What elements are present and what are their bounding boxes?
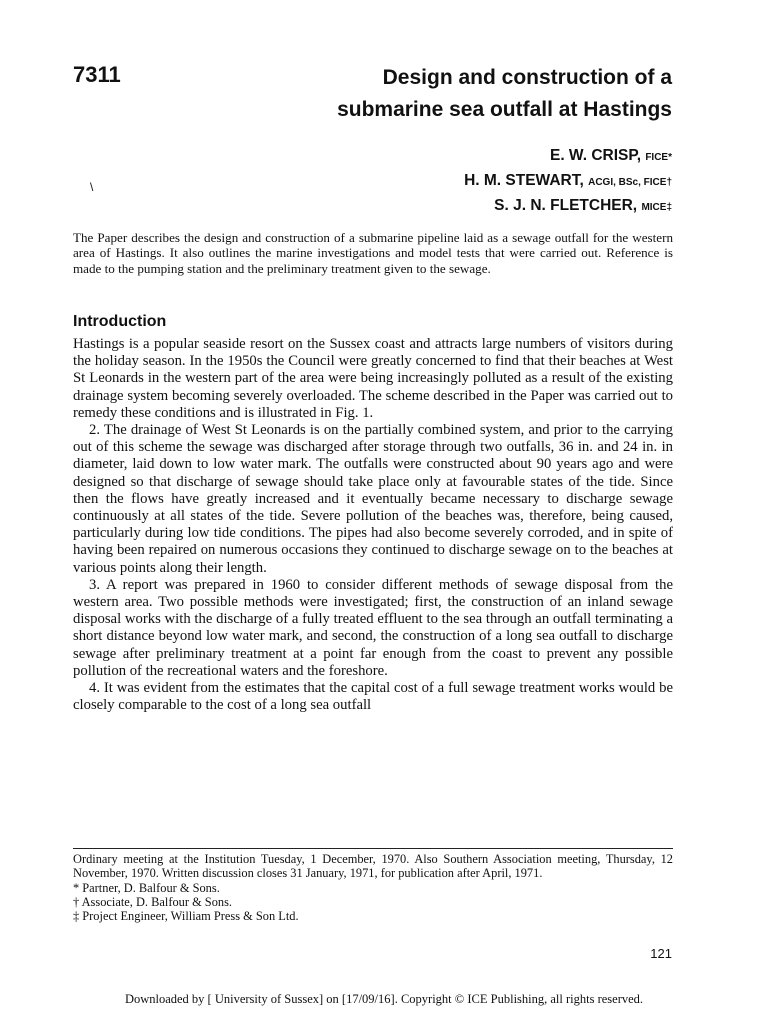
author-name: H. M. STEWART, xyxy=(464,172,584,189)
page-number: 121 xyxy=(650,946,672,961)
body-text xyxy=(73,336,673,714)
paper-number: 7311 xyxy=(73,62,121,87)
author-credentials: MICE‡ xyxy=(641,202,672,213)
footnote-author-2: † Associate, D. Balfour & Sons. xyxy=(73,894,233,909)
author-credentials: FICE* xyxy=(645,152,672,163)
author-list xyxy=(300,144,672,219)
author-name: E. W. CRISP, xyxy=(549,147,642,164)
author-1 xyxy=(300,144,672,169)
author-3 xyxy=(300,194,672,219)
footnote-author-1: * Partner, D. Balfour & Sons. xyxy=(73,880,220,895)
author-2 xyxy=(300,169,672,194)
author-name: S. J. N. FLETCHER, xyxy=(494,197,638,214)
section-heading: Introduction xyxy=(73,313,167,330)
title-line-2: submarine sea outfall at Hastings xyxy=(337,98,672,121)
footnote-author-3: ‡ Project Engineer, William Press & Son Ltd. xyxy=(73,909,299,924)
paragraph-2: 2. The drainage of West St Leonards is on the partially combined system, and prior to the carrying out of this scheme the sewage was discharged after storage through two outfalls, 36 in. and 24 in. in diameter, laid down to low water mark. The outfalls were constructed about 90 years ago and were designed so that discharge of sewage should take place only at favourable states of the tide. Since then the flows have greatly increased and it eventually became necessary to discharge sewage continuously at all states of the tide. Severe pollution of the beaches was, therefore, being caused, particularly during low tide conditions. The pipes had also become severely corroded, and in spite of having been repaired on numerous occasions they continued to discharge sewage on to the beaches at various points along their length. xyxy=(73,422,673,576)
download-note: Downloaded by [ University of Sussex] on [17/09/16]. Copyright © ICE Publishing, all rights reserved. xyxy=(124,992,644,1006)
paragraph-3: 3. A report was prepared in 1960 to consider different methods of sewage disposal from the western area. Two possible methods were investigated; first, the construction of an inland sewage disposal works with the discharge of a fully treated effluent to the sea through an outfall terminating a short distance beyond low water mark, and second, the construction of a long sea outfall to discharge sewage after preliminary treatment at a point far enough from the coast to prevent any possible pollution of the recreational waters and the foreshore. xyxy=(73,576,673,679)
footnotes xyxy=(73,852,673,923)
title-line-1: Design and construction of a xyxy=(382,66,672,89)
footnote-divider xyxy=(73,848,673,849)
abstract: The Paper describes the design and construction of a submarine pipeline laid as a sewage outfall for the western area of Hastings. It also outlines the marine investigations and model tests that were carried out. Reference is made to the pumping station and the preliminary treatment given to the sewage. xyxy=(73,230,673,276)
stray-mark: \ xyxy=(90,180,94,194)
author-credentials: ACGI, BSc, FICE† xyxy=(588,177,672,188)
footnote-meeting: Ordinary meeting at the Institution Tuesday, 1 December, 1970. Also Southern Association meeting, Thursday, 12 November, 1970. Written discussion closes 31 January, 1971, for publication after April, 1971. xyxy=(73,852,673,881)
paper-title xyxy=(200,62,672,126)
paragraph-1: Hastings is a popular seaside resort on the Sussex coast and attracts large numbers of visitors during the holiday season. In the 1950s the Council were greatly concerned to find that their beaches at West St Leonards in the western part of the area were being increasingly polluted as a result of the existing drainage system becoming severely overloaded. The scheme described in the Paper was carried out to remedy these conditions and is illustrated in Fig. 1. xyxy=(73,336,673,421)
paragraph-4: 4. It was evident from the estimates that the capital cost of a full sewage treatment works would be closely comparable to the cost of a long sea outfall xyxy=(73,680,673,714)
